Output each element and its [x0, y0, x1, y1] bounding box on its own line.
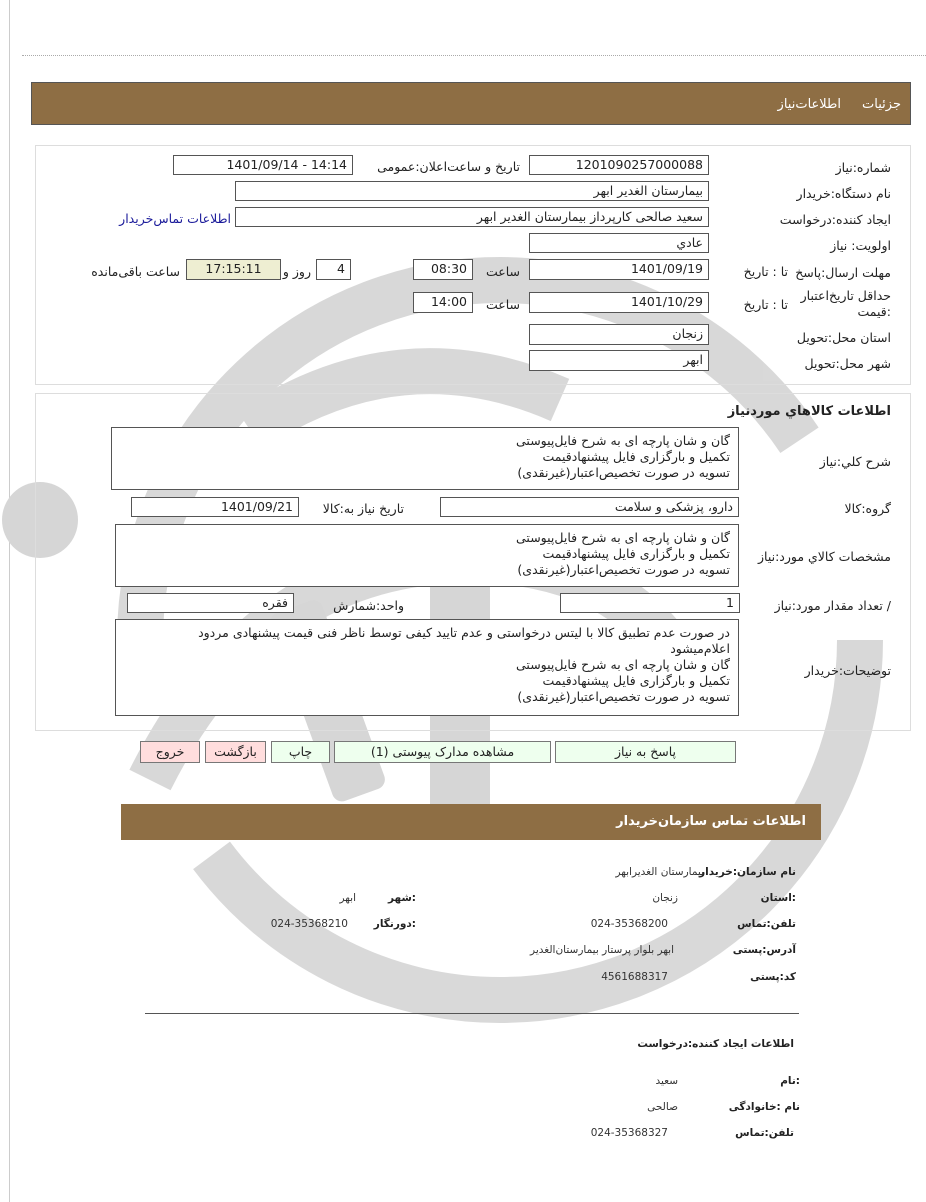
- contact-postal-value: 4561688317: [601, 971, 668, 983]
- spec-line: گان و شان پارچه ای به شرح فایل‌پیوستی: [516, 530, 730, 545]
- validity-to-date-label: تا : تاریخ: [743, 297, 788, 312]
- days-remaining-field[interactable]: 4: [316, 259, 351, 280]
- validity-label-line1: حداقل تاریخ‌اعتبار: [800, 288, 891, 303]
- city-label: شهر محل:تحویل: [804, 356, 891, 371]
- exit-button[interactable]: خروج: [140, 741, 200, 763]
- buyer-contact-link[interactable]: اطلاعات تماس‌خریدار: [119, 211, 231, 226]
- need-date-label: تاریخ نیاز به:کالا: [322, 501, 404, 516]
- creator-label: ایجاد کننده:درخواست: [779, 212, 891, 227]
- need-date-field[interactable]: 1401/09/21: [131, 497, 299, 517]
- goods-section-title: اطلاعات کالاهاي مورد‌نیاز: [727, 404, 891, 419]
- creator-field[interactable]: سعید صالحی کارپرداز بیمارستان الغدیر ابهر: [235, 207, 709, 227]
- days-label: روز و: [282, 264, 311, 279]
- spec-line: تسویه در صورت تخصیص‌اعتبار(غیرنقدی): [517, 562, 730, 577]
- notes-line: تسویه در صورت تخصیص‌اعتبار(غیرنقدی): [517, 689, 730, 704]
- contact-city-value: ابهر: [339, 892, 356, 904]
- deadline-time-label: ساعت: [485, 264, 520, 279]
- description-label: شرح کلي:نیاز: [819, 454, 891, 469]
- tab-need-info[interactable]: اطلاعات‌نیاز: [777, 97, 841, 112]
- validity-date-field[interactable]: 1401/10/29: [529, 292, 709, 313]
- org-value: بیمارستان الغدیرابهر: [615, 866, 704, 878]
- contact-address-label: آدرس:پستی: [732, 944, 796, 956]
- description-line: تکمیل و بارگزاری فایل پیشنهادقیمت: [542, 449, 730, 464]
- contact-divider: [145, 1013, 799, 1014]
- deadline-to-date-label: تا : تاریخ: [743, 264, 788, 279]
- group-label: گروه:کالا: [844, 501, 891, 516]
- creator-phone-label: تلفن:تماس: [735, 1127, 794, 1139]
- unit-field[interactable]: فقره: [127, 593, 294, 613]
- need-number-label: شماره:نیاز: [835, 160, 891, 175]
- contact-phone-label: تلفن:تماس: [737, 918, 796, 930]
- validity-label-line2: :قیمت: [857, 304, 891, 319]
- priority-label: اولویت: نیاز: [830, 238, 891, 253]
- creator-name-value: سعید: [655, 1075, 678, 1087]
- buyer-label: نام دستگاه:خریدار: [796, 186, 891, 201]
- spec-label: مشخصات کالاي مورد:نیاز: [757, 549, 891, 564]
- creator-contact-title: اطلاعات ایجاد کننده:درخواست: [637, 1038, 794, 1050]
- contact-address-value: ابهر بلوار پرستار بیمارستان‌الغدیر: [530, 944, 674, 956]
- attachments-button[interactable]: مشاهده مدارک پیوستی (1): [334, 741, 551, 763]
- buyer-contact-title: اطلاعات تماس سازمان‌خریدار: [616, 814, 806, 829]
- group-field[interactable]: دارو، پزشکی و سلامت: [440, 497, 739, 517]
- back-button[interactable]: بازگشت: [205, 741, 266, 763]
- notes-line: در صورت عدم تطبیق کالا با لیتس درخواستی و عدم تایید کیفی توسط ناظر فنی قیمت پیشنهادی مردود: [198, 625, 730, 640]
- notes-line: اعلام‌میشود: [670, 641, 730, 656]
- quantity-label: / تعداد مقدار مورد:نیاز: [774, 598, 891, 613]
- creator-name-label: :نام: [780, 1075, 800, 1087]
- print-button[interactable]: چاپ: [271, 741, 330, 763]
- announce-label: تاریخ و ساعت‌اعلان:عمومی: [377, 159, 520, 174]
- deadline-label: مهلت ارسال:پاسخ: [795, 265, 891, 280]
- unit-label: واحد:شمارش: [333, 598, 404, 613]
- quantity-field[interactable]: 1: [560, 593, 740, 613]
- org-label: نام سازمان:خریدار: [699, 866, 796, 878]
- reply-button[interactable]: پاسخ به نیاز: [555, 741, 736, 763]
- spec-line: تکمیل و بارگزاری فایل پیشنهادقیمت: [542, 546, 730, 561]
- contact-phone-value: 024-35368200: [590, 918, 668, 930]
- validity-time-field[interactable]: 14:00: [413, 292, 473, 313]
- buyer-field[interactable]: بیمارستان الغدیر ابهر: [235, 181, 709, 201]
- contact-fax-value: 024-35368210: [270, 918, 348, 930]
- notes-box[interactable]: [115, 619, 739, 716]
- description-line: گان و شان پارچه ای به شرح فایل‌پیوستی: [516, 433, 730, 448]
- creator-family-label: نام :خانوادگی: [728, 1101, 800, 1113]
- remaining-label: ساعت باقی‌مانده: [91, 264, 180, 279]
- spec-box[interactable]: [115, 524, 739, 587]
- notes-label: توضیحات:خریدار: [804, 663, 891, 678]
- description-box[interactable]: [111, 427, 739, 490]
- creator-family-value: صالحی: [647, 1101, 678, 1113]
- contact-province-label: :استان: [760, 892, 796, 904]
- remaining-time-field: 17:15:11: [186, 259, 281, 280]
- need-number-field[interactable]: 1201090257000088: [529, 155, 709, 175]
- province-field[interactable]: زنجان: [529, 324, 709, 345]
- notes-line: تکمیل و بارگزاری فایل پیشنهادقیمت: [542, 673, 730, 688]
- description-line: تسویه در صورت تخصیص‌اعتبار(غیرنقدی): [517, 465, 730, 480]
- contact-postal-label: کد:پستی: [750, 971, 796, 983]
- contact-city-label: :شهر: [388, 892, 416, 904]
- contact-province-value: زنجان: [652, 892, 678, 904]
- contact-fax-label: :دورنگار: [373, 918, 416, 930]
- deadline-date-field[interactable]: 1401/09/19: [529, 259, 709, 280]
- creator-phone-value: 024-35368327: [590, 1127, 668, 1139]
- deadline-time-field[interactable]: 08:30: [413, 259, 473, 280]
- city-field[interactable]: ابهر: [529, 350, 709, 371]
- priority-field[interactable]: عادي: [529, 233, 709, 253]
- tab-details[interactable]: جزئیات: [862, 97, 901, 112]
- validity-time-label: ساعت: [485, 297, 520, 312]
- announce-field[interactable]: 1401/09/14 - 14:14: [173, 155, 353, 175]
- province-label: استان محل:تحویل: [796, 330, 891, 345]
- notes-line: گان و شان پارچه ای به شرح فایل‌پیوستی: [516, 657, 730, 672]
